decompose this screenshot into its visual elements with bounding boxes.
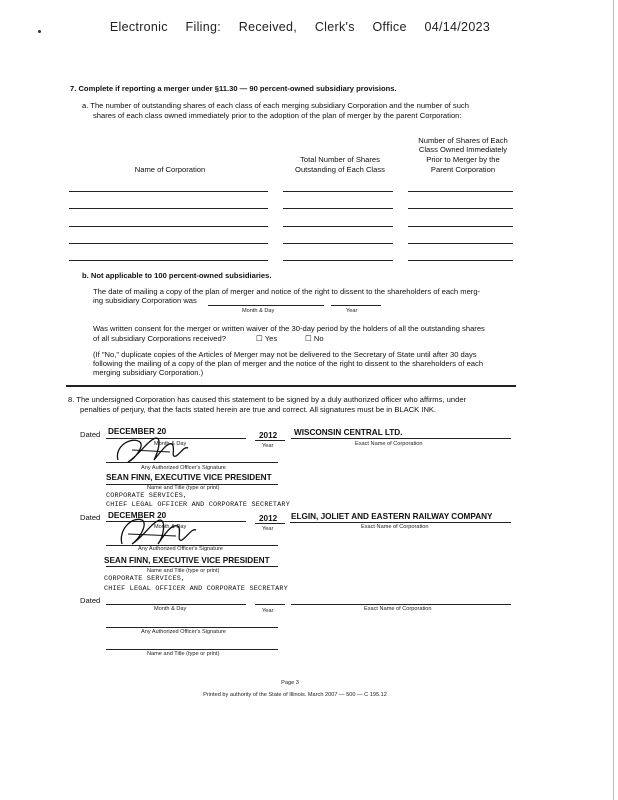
block1-extra-2: CHIEF LEGAL OFFICER AND CORPORATE SECRETARY xyxy=(106,501,290,509)
block1-exact-name-label: Exact Name of Corporation xyxy=(355,441,423,447)
block2-name-line xyxy=(106,566,278,567)
block3-corp-line xyxy=(291,604,511,605)
block1-extra-1: CORPORATE SERVICES, xyxy=(106,492,188,500)
mailing-date-line xyxy=(208,305,324,306)
table-line xyxy=(408,260,513,261)
note-text-1: (If "No," duplicate copies of the Articles of Merger may not be delivered to the Secretary of State until after 30 days xyxy=(93,350,477,359)
table-line xyxy=(69,243,268,244)
col1-header: Name of Corporation xyxy=(134,165,206,174)
section-7b-text-1: The date of mailing a copy of the plan of merger and notice of the right to dissent to the shareholders of each merg- xyxy=(93,287,481,296)
block1-corp-line xyxy=(291,438,511,439)
block1-month-day: DECEMBER 20 xyxy=(108,427,167,436)
block1-year-label: Year xyxy=(262,443,274,449)
block3-exact-name-label: Exact Name of Corporation xyxy=(364,606,432,612)
block2-corp-name: ELGIN, JOLIET AND EASTERN RAILWAY COMPANY xyxy=(291,512,493,521)
note-text-2: following the mailing of a copy of the plan of merger and the notice of the right to dissent to the shareholders of each xyxy=(93,359,484,368)
page-edge xyxy=(613,0,614,800)
block1-corp-name: WISCONSIN CENTRAL LTD. xyxy=(294,428,403,437)
block2-month-day: DECEMBER 20 xyxy=(108,511,167,520)
printed-by: Printed by authority of the State of Illinois. March 2007 — 500 — C 195.12 xyxy=(203,692,387,698)
table-line xyxy=(69,260,268,261)
block1-year: 2012 xyxy=(259,431,278,440)
table-line xyxy=(408,208,513,209)
table-line xyxy=(69,226,268,227)
section-7b-text-2: ing subsidiary Corporation was xyxy=(93,296,197,305)
block1-officer: SEAN FINN, EXECUTIVE VICE PRESIDENT xyxy=(106,473,272,482)
block3-year-line xyxy=(255,604,285,605)
dated-label-1: Dated xyxy=(80,430,101,439)
section-divider xyxy=(66,385,516,387)
table-line xyxy=(283,191,393,192)
block3-sig-line xyxy=(106,627,278,628)
block2-sig-label: Any Authorized Officer's Signature xyxy=(138,546,223,552)
block2-extra-1: CORPORATE SERVICES, xyxy=(104,575,186,583)
block3-name-title-label: Name and Title (type or print) xyxy=(147,651,220,657)
no-checkbox: ☐ No xyxy=(305,334,324,343)
table-line xyxy=(283,260,393,261)
block3-month-day-label: Month & Day xyxy=(154,606,187,612)
page-number: Page 3 xyxy=(281,680,299,686)
dated-label-3: Dated xyxy=(80,596,101,605)
block3-name-line xyxy=(106,649,278,650)
block1-name-title-label: Name and Title (type or print) xyxy=(147,485,220,491)
mailing-year-label: Year xyxy=(346,308,358,314)
table-line xyxy=(408,191,513,192)
block2-year-line xyxy=(255,523,285,524)
block2-corp-line xyxy=(290,522,511,523)
col3-header-3: Prior to Merger by the xyxy=(426,155,500,164)
note-text-3: merging subsidiary Corporation.) xyxy=(93,368,204,377)
dated-label-2: Dated xyxy=(80,513,101,522)
block2-year-label: Year xyxy=(262,526,274,532)
consent-text-2: of all subsidiary Corporations received? xyxy=(93,334,226,343)
yes-checkbox: ☐ Yes xyxy=(256,334,278,343)
mailing-year-line xyxy=(331,305,381,306)
block2-year: 2012 xyxy=(259,514,278,523)
block1-month-day-label: Month & Day xyxy=(154,441,187,447)
block2-officer: SEAN FINN, EXECUTIVE VICE PRESIDENT xyxy=(104,556,270,565)
filing-header: Electronic Filing: Received, Clerk's Office 04/14/2023 xyxy=(109,20,491,34)
block3-year-label: Year xyxy=(262,608,274,614)
section-8-text-2: penalties of perjury, that the facts stated herein are true and correct. All signatures must be in BLACK INK. xyxy=(80,405,437,414)
block3-date-line xyxy=(106,604,246,605)
col2-header-2: Outstanding of Each Class xyxy=(295,165,385,174)
col2-header-1: Total Number of Shares xyxy=(300,155,380,164)
block2-extra-2: CHIEF LEGAL OFFICER AND CORPORATE SECRETARY xyxy=(104,585,288,593)
section-7a-text-1: a. The number of outstanding shares of each class of each merging subsidiary Corporation and the number of such xyxy=(82,101,469,110)
block1-year-line xyxy=(255,440,285,441)
block2-exact-name-label: Exact Name of Corporation xyxy=(361,524,429,530)
col3-header-4: Parent Corporation xyxy=(430,165,496,174)
table-line xyxy=(408,226,513,227)
table-line xyxy=(283,243,393,244)
section-7a-text-2: shares of each class owned immediately prior to the adoption of the plan of merger by the parent Corporation: xyxy=(93,111,462,120)
table-line xyxy=(408,243,513,244)
block1-sig-label: Any Authorized Officer's Signature xyxy=(141,465,226,471)
block2-name-title-label: Name and Title (type or print) xyxy=(147,568,220,574)
section-7-heading: 7. Complete if reporting a merger under §11.30 — 90 percent-owned subsidiary provisions. xyxy=(70,84,397,93)
mailing-month-day-label: Month & Day xyxy=(242,308,275,314)
table-line xyxy=(69,208,268,209)
consent-text-1: Was written consent for the merger or written waiver of the 30-day period by the holders of all the outstanding shares xyxy=(93,324,485,333)
block3-sig-label: Any Authorized Officer's Signature xyxy=(141,629,226,635)
block2-month-day-label: Month & Day xyxy=(154,524,187,530)
col3-header-1: Number of Shares of Each xyxy=(418,136,508,145)
table-line xyxy=(283,208,393,209)
section-7b-heading: b. Not applicable to 100 percent-owned subsidiaries. xyxy=(82,271,272,280)
col3-header-2: Class Owned Immediately xyxy=(418,145,508,154)
table-line xyxy=(69,191,268,192)
table-line xyxy=(283,226,393,227)
block1-sig-line xyxy=(106,462,278,463)
section-8-text-1: 8. The undersigned Corporation has caused this statement to be signed by a duly authorized officer who affirms, under xyxy=(68,395,467,404)
